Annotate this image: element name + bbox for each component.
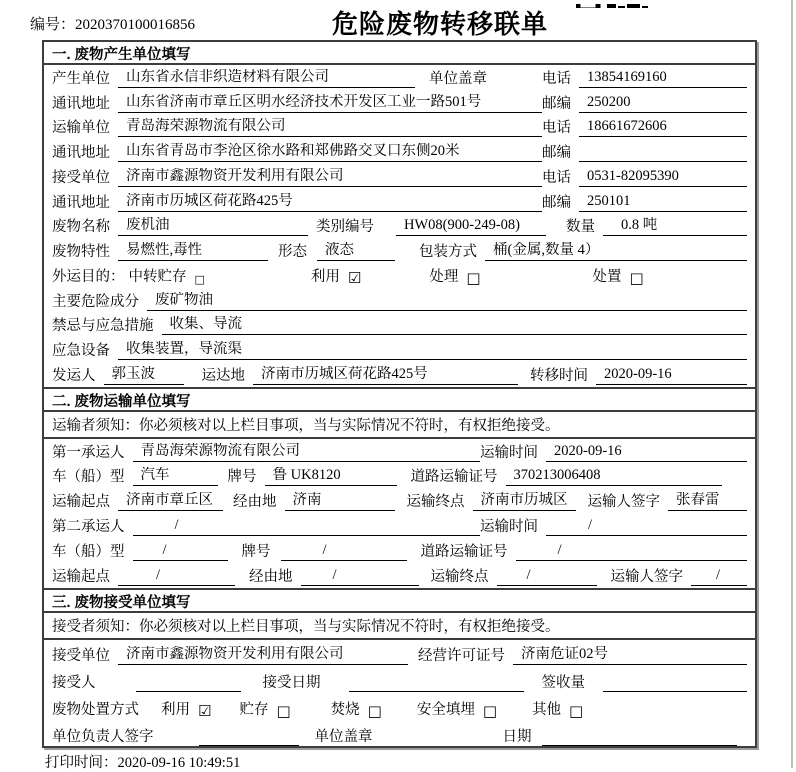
destination-value: 济南市历城区荷花路425号 — [253, 366, 518, 385]
print-time-label: 打印时间： — [45, 755, 118, 771]
receiver-address-value: 济南市历城区荷花路425号 — [118, 193, 542, 212]
accept-qty-value — [603, 690, 747, 692]
pack-value: 桶(金属,数量 4） — [485, 242, 747, 261]
producer-value: 山东省永信非织造材料有限公司 — [118, 69, 415, 88]
waste-form-value: 液态 — [317, 242, 395, 261]
dispatcher-value: 郭玉波 — [104, 366, 184, 385]
producer-address-left-group — [52, 94, 542, 113]
waste-name-row — [44, 214, 755, 239]
route1-row — [44, 488, 755, 513]
waste-name-label: 废物名称 — [52, 219, 110, 236]
accept-person-row — [44, 667, 755, 694]
route2-via-value: / — [301, 567, 419, 586]
permit2-label: 道路运输证号 — [420, 543, 508, 560]
checkbox-disposal-store-icon: □ — [276, 701, 291, 720]
plate2-label: 牌号 — [241, 543, 271, 560]
carrier1-row — [44, 439, 755, 464]
route1-via-label: 经由地 — [233, 494, 277, 511]
transporter-row — [44, 115, 755, 140]
permit1-label: 道路运输证号 — [410, 469, 498, 486]
permit2-value: / — [516, 542, 748, 561]
transporter-value: 青岛海荣源物流有限公司 — [118, 118, 542, 137]
disposal-opt-store: 贮存 — [239, 701, 269, 718]
hazard-value: 废矿物油 — [147, 292, 747, 311]
vehicle2-value: / — [133, 542, 228, 561]
equipment-value: 收集装置，导流渠 — [118, 341, 747, 360]
responsible-sign-label: 单位负责人签字 — [52, 728, 154, 745]
carrier2-value: / — [133, 517, 481, 536]
accept-unit-value: 济南市鑫源物资开发利用有限公司 — [118, 646, 408, 665]
checkbox-treat-icon: □ — [466, 268, 481, 287]
dispatcher-label: 发运人 — [52, 367, 96, 384]
disposal-method-row — [44, 694, 755, 721]
manifest-form — [42, 40, 757, 748]
producer-row — [44, 65, 755, 90]
producer-phone-label: 电话 — [542, 70, 571, 87]
accept-unit-label: 接受单位 — [52, 647, 110, 664]
hazard-label: 主要危险成分 — [52, 293, 139, 310]
waste-code-label: 类别编号 — [316, 219, 374, 236]
receiver-zip-value: 250101 — [579, 193, 747, 212]
measures-label: 禁忌与应急措施 — [52, 318, 154, 335]
license-value: 济南危证02号 — [513, 646, 747, 665]
route1-sign-value: 张春雷 — [668, 492, 747, 511]
checkbox-disposal-burn-icon: □ — [367, 701, 382, 720]
route1-end-value: 济南市历城区 — [473, 492, 576, 511]
transporter-address-label: 通讯地址 — [52, 145, 110, 162]
waste-qty-label: 数量 — [566, 219, 595, 236]
carrier1-value: 青岛海荣源物流有限公司 — [133, 443, 481, 462]
measures-value: 收集、导流 — [162, 316, 748, 335]
vehicle2-row — [44, 538, 755, 563]
carrier1-left-group — [52, 443, 480, 462]
permit1-value: 370213006408 — [506, 467, 723, 486]
sign-date-value — [542, 744, 737, 746]
waste-code-value: HW08(900-249-08) — [396, 217, 546, 236]
carrier2-label: 第二承运人 — [52, 519, 125, 536]
plate2-value: / — [281, 542, 407, 561]
checkbox-disposal-use-icon: ☑ — [198, 701, 212, 720]
vehicle1-label: 车（船）型 — [52, 469, 125, 486]
unit-seal-label: 单位盖章 — [314, 728, 373, 745]
waste-props-row — [44, 238, 755, 263]
transporter-address-value: 山东省青岛市李沧区徐水路和郑佛路交叉口东侧20米 — [118, 143, 542, 162]
measures-row — [44, 313, 755, 338]
waste-name-value: 废机油 — [118, 217, 308, 236]
section1-header: 一. 废物产生单位填写 — [44, 42, 755, 65]
waste-props-value: 易燃性,毒性 — [118, 242, 268, 261]
purpose-opt-storage: 中转贮存 — [128, 268, 187, 285]
route1-sign-label: 运输人签字 — [587, 494, 660, 511]
carrier2-left-group — [52, 517, 480, 536]
accept-unit-row — [44, 640, 755, 667]
print-time-line — [45, 751, 240, 772]
transporter-notice: 运输者须知：你必须核对以上栏目事项，当与实际情况不符时，有权拒绝接受。 — [44, 412, 755, 439]
waste-form-label: 形态 — [278, 244, 307, 261]
receiver-address-row — [44, 189, 755, 214]
qr-code-fragment — [576, 0, 648, 8]
purpose-opt-dispose: 处置 — [592, 268, 622, 285]
receiver-row — [44, 164, 755, 189]
checkbox-storage-icon: □ — [194, 272, 205, 286]
route2-start-label: 运输起点 — [52, 568, 110, 585]
waste-qty-value: 0.8 吨 — [603, 217, 747, 236]
producer-address-row — [44, 90, 755, 115]
route1-start-label: 运输起点 — [52, 494, 110, 511]
purpose-row — [44, 263, 755, 288]
checkbox-disposal-landfill-icon: □ — [482, 701, 498, 720]
producer-zip-value: 250200 — [579, 94, 747, 113]
route2-via-label: 经由地 — [249, 568, 293, 585]
receiver-notice: 接受者须知：你必须核对以上栏目事项，当与实际情况不符时，有权拒绝接受。 — [44, 613, 755, 640]
equipment-label: 应急设备 — [52, 343, 110, 360]
print-time-value: 2020-09-16 10:49:51 — [117, 755, 241, 771]
producer-left-group — [52, 69, 542, 88]
transporter-left-group — [52, 118, 542, 137]
producer-address-label: 通讯地址 — [52, 95, 110, 112]
receiver-zip-label: 邮编 — [542, 194, 571, 211]
hazard-row — [44, 288, 755, 313]
producer-zip-label: 邮编 — [542, 95, 571, 112]
transporter-phone-value: 18661672606 — [579, 118, 747, 137]
transporter-address-row — [44, 139, 755, 164]
producer-label: 产生单位 — [52, 70, 110, 87]
route2-end-label: 运输终点 — [430, 568, 489, 585]
route2-row — [44, 563, 755, 588]
accept-qty-label: 签收量 — [541, 674, 585, 691]
route1-end-label: 运输终点 — [406, 494, 465, 511]
qr-code-icon — [576, 4, 648, 8]
receiver-address-label: 通讯地址 — [52, 194, 110, 211]
plate1-value: 鲁 UK8120 — [265, 467, 397, 486]
route2-end-value: / — [497, 567, 597, 586]
route2-sign-value: / — [691, 567, 747, 586]
serial-value: 2020370100016856 — [75, 17, 196, 33]
disposal-opt-landfill: 安全填埋 — [416, 701, 475, 718]
plate1-label: 牌号 — [227, 469, 257, 486]
section3-header: 三. 废物接受单位填写 — [44, 588, 755, 613]
transporter-phone-label: 电话 — [542, 120, 571, 137]
carrier1-time-label: 运输时间 — [480, 444, 538, 461]
transporter-zip-value — [579, 160, 747, 162]
accept-date-label: 接受日期 — [262, 674, 321, 691]
accept-person-value — [136, 690, 241, 692]
vehicle1-value: 汽车 — [133, 467, 218, 486]
receiver-label: 接受单位 — [52, 169, 110, 186]
transfer-time-value: 2020-09-16 — [596, 366, 747, 385]
disposal-opt-other: 其他 — [532, 701, 562, 718]
sign-date-label: 日期 — [502, 728, 532, 745]
receiver-left-group — [52, 168, 542, 187]
route1-via-value: 济南 — [285, 492, 395, 511]
pack-label: 包装方式 — [419, 244, 477, 261]
producer-phone-value: 13854169160 — [579, 69, 747, 88]
checkbox-dispose-icon: □ — [629, 268, 644, 287]
seal-label: 单位盖章 — [429, 70, 487, 87]
page-title: 危险废物转移联单 — [331, 9, 548, 39]
responsible-sign-value — [199, 744, 299, 746]
receiver-phone-label: 电话 — [542, 169, 571, 186]
carrier2-time-value: / — [546, 517, 747, 536]
carrier2-time-label: 运输时间 — [480, 519, 538, 536]
window-right-edge — [791, 0, 793, 768]
purpose-opt-treat: 处理 — [429, 268, 459, 285]
producer-address-value: 山东省济南市章丘区明水经济技术开发区工业一路501号 — [118, 94, 542, 113]
disposal-opt-use: 利用 — [161, 701, 190, 718]
vehicle1-row — [44, 464, 755, 489]
transporter-label: 运输单位 — [52, 120, 110, 137]
route2-sign-label: 运输人签字 — [610, 568, 683, 585]
carrier2-row — [44, 513, 755, 538]
transporter-zip-label: 邮编 — [542, 145, 571, 162]
checkbox-disposal-other-icon: □ — [569, 701, 584, 720]
equipment-row — [44, 337, 755, 362]
disposal-opt-burn: 焚烧 — [330, 701, 360, 718]
purpose-label: 外运目的： — [52, 268, 125, 285]
checkbox-use-icon: ☑ — [347, 268, 362, 287]
responsible-sign-row — [44, 721, 755, 748]
transporter-address-left-group — [52, 143, 542, 162]
purpose-opt-use: 利用 — [310, 268, 340, 285]
receiver-value: 济南市鑫源物资开发利用有限公司 — [118, 168, 542, 187]
receiver-phone-value: 0531-82095390 — [579, 168, 747, 187]
waste-props-label: 废物特性 — [52, 244, 110, 261]
disposal-label: 废物处置方式 — [52, 701, 139, 718]
section2-header: 二. 废物运输单位填写 — [44, 387, 755, 412]
accept-date-value — [349, 690, 524, 692]
carrier1-time-value: 2020-09-16 — [546, 443, 747, 462]
route1-start-value: 济南市章丘区 — [118, 492, 223, 511]
receiver-address-left-group — [52, 193, 542, 212]
destination-label: 运达地 — [201, 367, 245, 384]
transfer-time-label: 转移时间 — [530, 367, 588, 384]
serial-label: 编号： — [30, 17, 76, 33]
accept-person-label: 接受人 — [52, 674, 96, 691]
vehicle2-label: 车（船）型 — [52, 543, 125, 560]
dispatch-row — [44, 362, 755, 387]
license-label: 经营许可证号 — [418, 647, 505, 664]
route2-start-value: / — [118, 567, 235, 586]
carrier1-label: 第一承运人 — [52, 444, 125, 461]
